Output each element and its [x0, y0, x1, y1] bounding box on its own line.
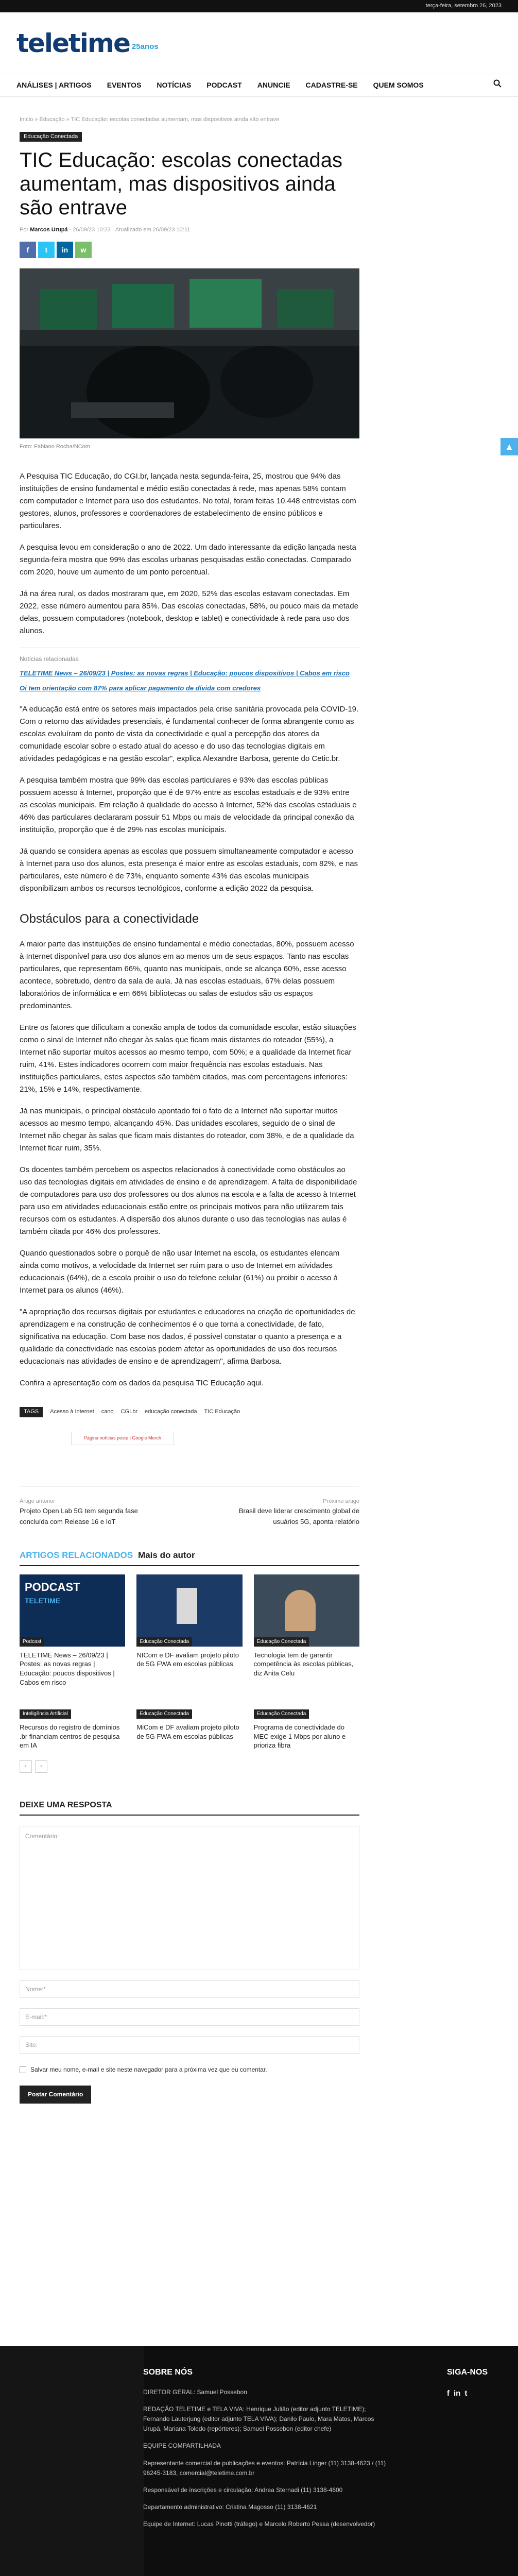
nav-item-podcast[interactable]: PODCAST [206, 81, 242, 90]
post-comment-button[interactable]: Postar Comentário [20, 2086, 91, 2104]
next-title: Brasil deve liderar crescimento global de usuários 5G, aponta relatório [238, 1507, 359, 1526]
ad-banner[interactable]: Página notícias poste | Google Merch [71, 1432, 174, 1445]
facebook-icon[interactable]: f [20, 242, 36, 258]
website-field[interactable]: Site: [20, 2036, 359, 2054]
consent-label: Salvar meu nome, e-mail e site neste navegador para a próxima vez que eu comentar. [30, 2066, 267, 2074]
current-date: terça-feira, setembro 26, 2023 [425, 3, 502, 9]
related-card[interactable] [136, 1574, 242, 1687]
nav-item-analises[interactable]: ANÁLISES | ARTIGOS [16, 81, 92, 90]
card-thumbnail: PODCAST TELETIME Podcast [20, 1574, 125, 1647]
related-card[interactable] [136, 1698, 242, 1750]
related-card[interactable] [20, 1574, 125, 1687]
name-field[interactable]: Nome:* [20, 1980, 359, 1998]
paragraph-9: Já nas municipais, o principal obstáculo apontado foi o fato de a Internet não suportar muitos acessos ao mesmo tempo, alcançando 45%. Das unidades escolares, seguido de o sinal de Internet não chegar às salas que ficam mais distantes do roteador, com 38%, e de a qualidade da Internet ficar ruim, 35%. [20, 1106, 354, 1153]
paragraph-11: Quando questionados sobre o porquê de não usar Internet na escola, os estudantes elencam ainda como motivos, a velocidade da Internet ser ruim para o uso de Internet em atividades educacionais (64%), de a escola proibir o uso do telefone celular (61%) ou proibir o acesso à Internet para os alunos (46%). [20, 1248, 340, 1295]
related-card[interactable] [254, 1698, 359, 1750]
author-prefix: Por [20, 226, 29, 233]
share-bar [20, 242, 498, 258]
card-thumbnail [136, 1574, 242, 1647]
prev-label: Artigo anterior [20, 1498, 56, 1504]
article-dates: - 26/09/23 10:23 · Atualizado em 26/09/23 10:11 [69, 226, 191, 233]
next-page-button[interactable]: › [35, 1760, 47, 1773]
site-header [0, 12, 518, 74]
card-tag: Educação Conectada [136, 1637, 192, 1647]
paragraph-4: "A educação está entre os setores mais impactados pela crise sanitária provocada pela COVID-19. Com o retorno das atividades presenciais, é fundamental conhecer de forma abrangente como as escolas evoluíram do ponto de vista da conectividade e qual a percepção dos atores da comunidade escolar sobre o estado atual do acesso e do uso das tecnologias digitais em atividades pedagógicas e na gestão escolar", explica Alexandre Barbosa, gerente do Cetic.br. [20, 704, 359, 763]
site-logo[interactable] [16, 30, 159, 56]
card-tag: Inteligência Artificial [20, 1709, 71, 1719]
tab-related[interactable]: ARTIGOS RELACIONADOS [20, 1550, 133, 1560]
related-news-label: Notícias relacionadas [20, 655, 79, 663]
card-title: Programa de conectividade do MEC exige 1 Mbps por aluno e prioriza fibra [253, 1723, 346, 1750]
search-icon[interactable] [493, 79, 502, 91]
logo-text: teletime [16, 28, 130, 58]
tags-label: TAGS [20, 1407, 43, 1417]
paragraph-6: Já quando se considera apenas as escolas que possuem simultaneamente computador e acesso à Internet para uso dos alunos, esta presença é maior entre as escolas estaduais, com 82%, e nas particulares, este número é de 73%, enquanto somente 43% das escolas municipais disponibilizam ambos os recursos tecnológicos, conforme a edição 2022 da pesquisa. [20, 846, 358, 893]
card-thumbnail [254, 1574, 359, 1647]
paragraph-8: Entre os fatores que dificultam a conexão ampla de todos da comunidade escolar, estão situações como o sinal de Internet não chegar às salas que ficam mais distantes do roteador (55%), a Internet não suportar muitos acessos ao mesmo tempo, com 50%; e a qualidade da Internet ficar ruim, 41%. Estes indicadores ocorrem com maior frequência nas escolas estaduais. Nas instituições particulares, estes aspectos são também citados, mas com percentagens inferiores: 21%, 15% e 14%, respectivamente. [20, 1023, 356, 1094]
related-pager [20, 1760, 498, 1773]
tag-item[interactable]: cano [101, 1408, 114, 1415]
next-article[interactable] [215, 1497, 359, 1528]
author-link[interactable]: Marcos Urupá [30, 226, 68, 233]
footer-line: EQUIPE COMPARTILHADA [143, 2442, 221, 2450]
linkedin-icon[interactable]: in [57, 242, 73, 258]
section-heading: Obstáculos para a conectividade [20, 911, 199, 926]
tag-item[interactable]: CGI.br [120, 1408, 138, 1415]
footer-line: Departamento administrativo: Cristina Magosso (11) 3138-4621 [143, 2503, 317, 2511]
comments-heading: DEIXE UMA RESPOSTA [20, 1799, 359, 1816]
whatsapp-icon[interactable]: w [75, 242, 92, 258]
prev-article[interactable] [20, 1497, 164, 1528]
image-caption: Foto: Fabiano Rocha/NCom [20, 444, 90, 450]
article-image [20, 268, 359, 438]
twitter-icon[interactable]: t [464, 2388, 468, 2398]
nav-item-quem-somos[interactable]: QUEM SOMOS [373, 81, 424, 90]
next-label: Próximo artigo [323, 1498, 359, 1504]
nav-item-noticias[interactable]: NOTÍCIAS [157, 81, 192, 90]
paragraph-5: A pesquisa também mostra que 99% das escolas particulares e 93% das escolas públicas possuem acesso à Internet, proporção que é de 97% entre as escolas estaduais e de 93% entre as escolas municipais. Em relação à qualidade do acesso à Internet, 52% das escolas estaduais e 46% das particulares declararam possuir 51 Mbps ou mais de velocidade da principal conexão da instituição, proporção que é de 29% nas escolas municipais. [20, 775, 357, 834]
card-title: NICom e DF avaliam projeto piloto de 5G FWA em escolas públicas [136, 1651, 239, 1668]
card-tag: Podcast [20, 1637, 44, 1647]
scroll-top-button[interactable]: ▲ [500, 438, 518, 455]
card-tag: Educação Conectada [136, 1709, 192, 1719]
footer-line: DIRETOR GERAL: Samuel Possebon [143, 2388, 247, 2396]
nav-item-eventos[interactable]: EVENTOS [107, 81, 142, 90]
card-thumbnail [136, 1698, 242, 1719]
card-thumbnail [20, 1698, 125, 1719]
card-title: MiCom e DF avaliam projeto piloto de 5G FWA em escolas públicas [136, 1723, 239, 1740]
tags-row [20, 1407, 498, 1417]
footer-about [143, 2366, 390, 2536]
breadcrumb[interactable]: Início » Educação » TIC Educação: escolas conectadas aumentam, mas dispositivos ainda são entrave [20, 116, 280, 123]
paragraph-7: A maior parte das instituições de ensino fundamental e médio conectadas, 80%, possuem acesso à Internet disponível para uso dos alunos em ao menos um de seus espaços. Tanto nas escolas particulares, que representam 66%, quanto nas municipais, onde se alcança 60%, esse acesso acontece, sobretudo, dentro da sala de aula. Já nas escolas estaduais, 67% delas possuem laboratórios de informática e em 66% bibliotecas ou salas de estudos são os espaços predominantes. [20, 939, 354, 1010]
related-grid [20, 1574, 359, 1750]
paragraph-13: Confira a apresentação com os dados da pesquisa TIC Educação aqui. [20, 1378, 264, 1387]
twitter-icon[interactable]: t [38, 242, 55, 258]
related-tabs [20, 1548, 359, 1566]
related-news-link-2[interactable]: Oi tem orientação com 87% para aplicar pagamento de dívida com credores [20, 684, 261, 692]
email-field[interactable]: E-mail:* [20, 2008, 359, 2026]
linkedin-icon[interactable]: in [454, 2388, 461, 2398]
logo-badge: 25anos [131, 42, 159, 51]
category-label[interactable]: Educação Conectada [20, 132, 82, 142]
footer-line: Representante comercial de publicações e eventos: Patrícia Linger (11) 3138-4623 / (11) 96245-3183, comercial@teletime.com.br [143, 2459, 386, 2477]
facebook-icon[interactable]: f [447, 2388, 450, 2398]
prev-title: Projeto Open Lab 5G tem segunda fase concluída com Release 16 e IoT [20, 1507, 138, 1526]
card-title: Tecnologia tem de garantir competência às escolas públicas, diz Anita Celu [253, 1651, 354, 1677]
prev-page-button[interactable]: ‹ [20, 1760, 32, 1773]
tag-item[interactable]: educação conectada [145, 1408, 197, 1415]
prev-next-nav [20, 1486, 359, 1528]
card-tag: Educação Conectada [254, 1637, 309, 1647]
content-container [14, 115, 504, 2104]
card-title: TELETIME News – 26/09/23 | Postes: as novas regras | Educação: poucos dispositivos | Cabos em risco [20, 1651, 115, 1686]
footer-line: REDAÇÃO TELETIME e TELA VIVA: Henrique Julião (editor adjunto TELETIME); Fernando Lauterjung (editor adjunto TELA VIVA); Danilo Paulo, Mara Matos, Marcos Urupá, Mariana Toledo (repórteres); Samuel Possebon (editor chefe) [143, 2405, 374, 2433]
card-thumbnail [254, 1698, 359, 1719]
paragraph-10: Os docentes também percebem os aspectos relacionados à conectividade como obstáculos ao uso das tecnologias digitais em atividades de ensino e de aprendizagem. A falta de disponibilidade de computadores para uso dos professores ou dos alunos na escola e a falta de acesso à Internet para uso em atividades educacionais estão entre os principais motivos para não utilizarem tais recursos com os estudantes. A dispersão dos alunos durante o uso das tecnologias nas aulas é também citada por 46% dos professores. [20, 1165, 357, 1236]
paragraph-12: "A apropriação dos recursos digitais por estudantes e educadores na criação de oportunidades de aprendizagem e na construção de conhecimentos é o que torna a conectividade, de fato, significativa na educação. Com base nos dados, é possível constatar o quanto a presença e a qualidade da conectividade nas escolas podem afetar as oportunidades de uso dos recursos educacionais nas atividades de ensino e de aprendizagem", afirma Barbosa. [20, 1307, 355, 1366]
footer-line: Responsável de inscrições e circulação: Andrea Sternadi (11) 3138-4600 [143, 2486, 343, 2494]
footer-follow-title: SIGA-NOS [447, 2368, 488, 2377]
related-news-box [20, 648, 359, 694]
article-body [20, 470, 359, 1389]
paragraph-3: Já na área rural, os dados mostraram que, em 2020, 52% das escolas estavam conectadas. Em 2022, esse número aumentou para 85%. Das escolas conectadas, 58%, ou pouco mais da metade delas, possuem computadores (notebook, desktop e tablet) e conectividade à rede para uso dos alunos. [20, 589, 358, 635]
tag-item[interactable]: Acesso à Internet [50, 1408, 94, 1415]
article-meta [20, 226, 498, 235]
site-footer [0, 2346, 518, 2576]
page-title: TIC Educação: escolas conectadas aumentam, mas dispositivos ainda são entrave [20, 148, 343, 219]
related-card[interactable] [20, 1698, 125, 1750]
nav-item-anuncie[interactable]: ANUNCIE [257, 81, 290, 90]
main-nav [0, 74, 518, 97]
footer-line: Equipe de Internet: Lucas Pinotti (tráfego) e Marcelo Roberto Pessa (desenvolvedor) [143, 2520, 375, 2528]
footer-about-title: SOBRE NÓS [143, 2368, 193, 2377]
related-card[interactable] [254, 1574, 359, 1687]
tab-more-from-author[interactable]: Mais do autor [138, 1550, 195, 1560]
paragraph-2: A pesquisa levou em consideração o ano de 2022. Um dado interessante da edição lançada nesta segunda-feira mostra que 99% das escolas urbanas pesquisadas estão conectadas. Comparado com 2020, houve um aumento de um ponto percentual. [20, 543, 356, 577]
consent-row [20, 2065, 498, 2075]
related-news-link-1[interactable]: TELETIME News – 26/09/23 | Postes: as novas regras | Educação: poucos dispositivos | Cabos em risco [20, 669, 350, 677]
paragraph-1: A Pesquisa TIC Educação, do CGI.br, lançada nesta segunda-feira, 25, mostrou que 94% das instituições de ensino fundamental e médio estão conectadas à rede, mas apenas 58% contam com computador e Internet para uso dos estudantes. No total, foram feitas 10.448 entrevistas com gestores, alunos, professores e coordenadores de estabelecimento de ensino públicos e particulares. [20, 471, 356, 530]
consent-checkbox[interactable] [20, 2066, 26, 2073]
comment-textarea[interactable]: Comentário: [20, 1826, 359, 1970]
footer-follow [447, 2366, 488, 2536]
card-tag: Educação Conectada [254, 1709, 309, 1719]
tag-item[interactable]: TIC Educação [204, 1408, 240, 1415]
nav-item-cadastre[interactable]: CADASTRE-SE [305, 81, 358, 90]
card-title: Recursos do registro de domínios .br financiam centros de pesquisa em IA [20, 1723, 120, 1750]
top-bar [0, 0, 518, 12]
